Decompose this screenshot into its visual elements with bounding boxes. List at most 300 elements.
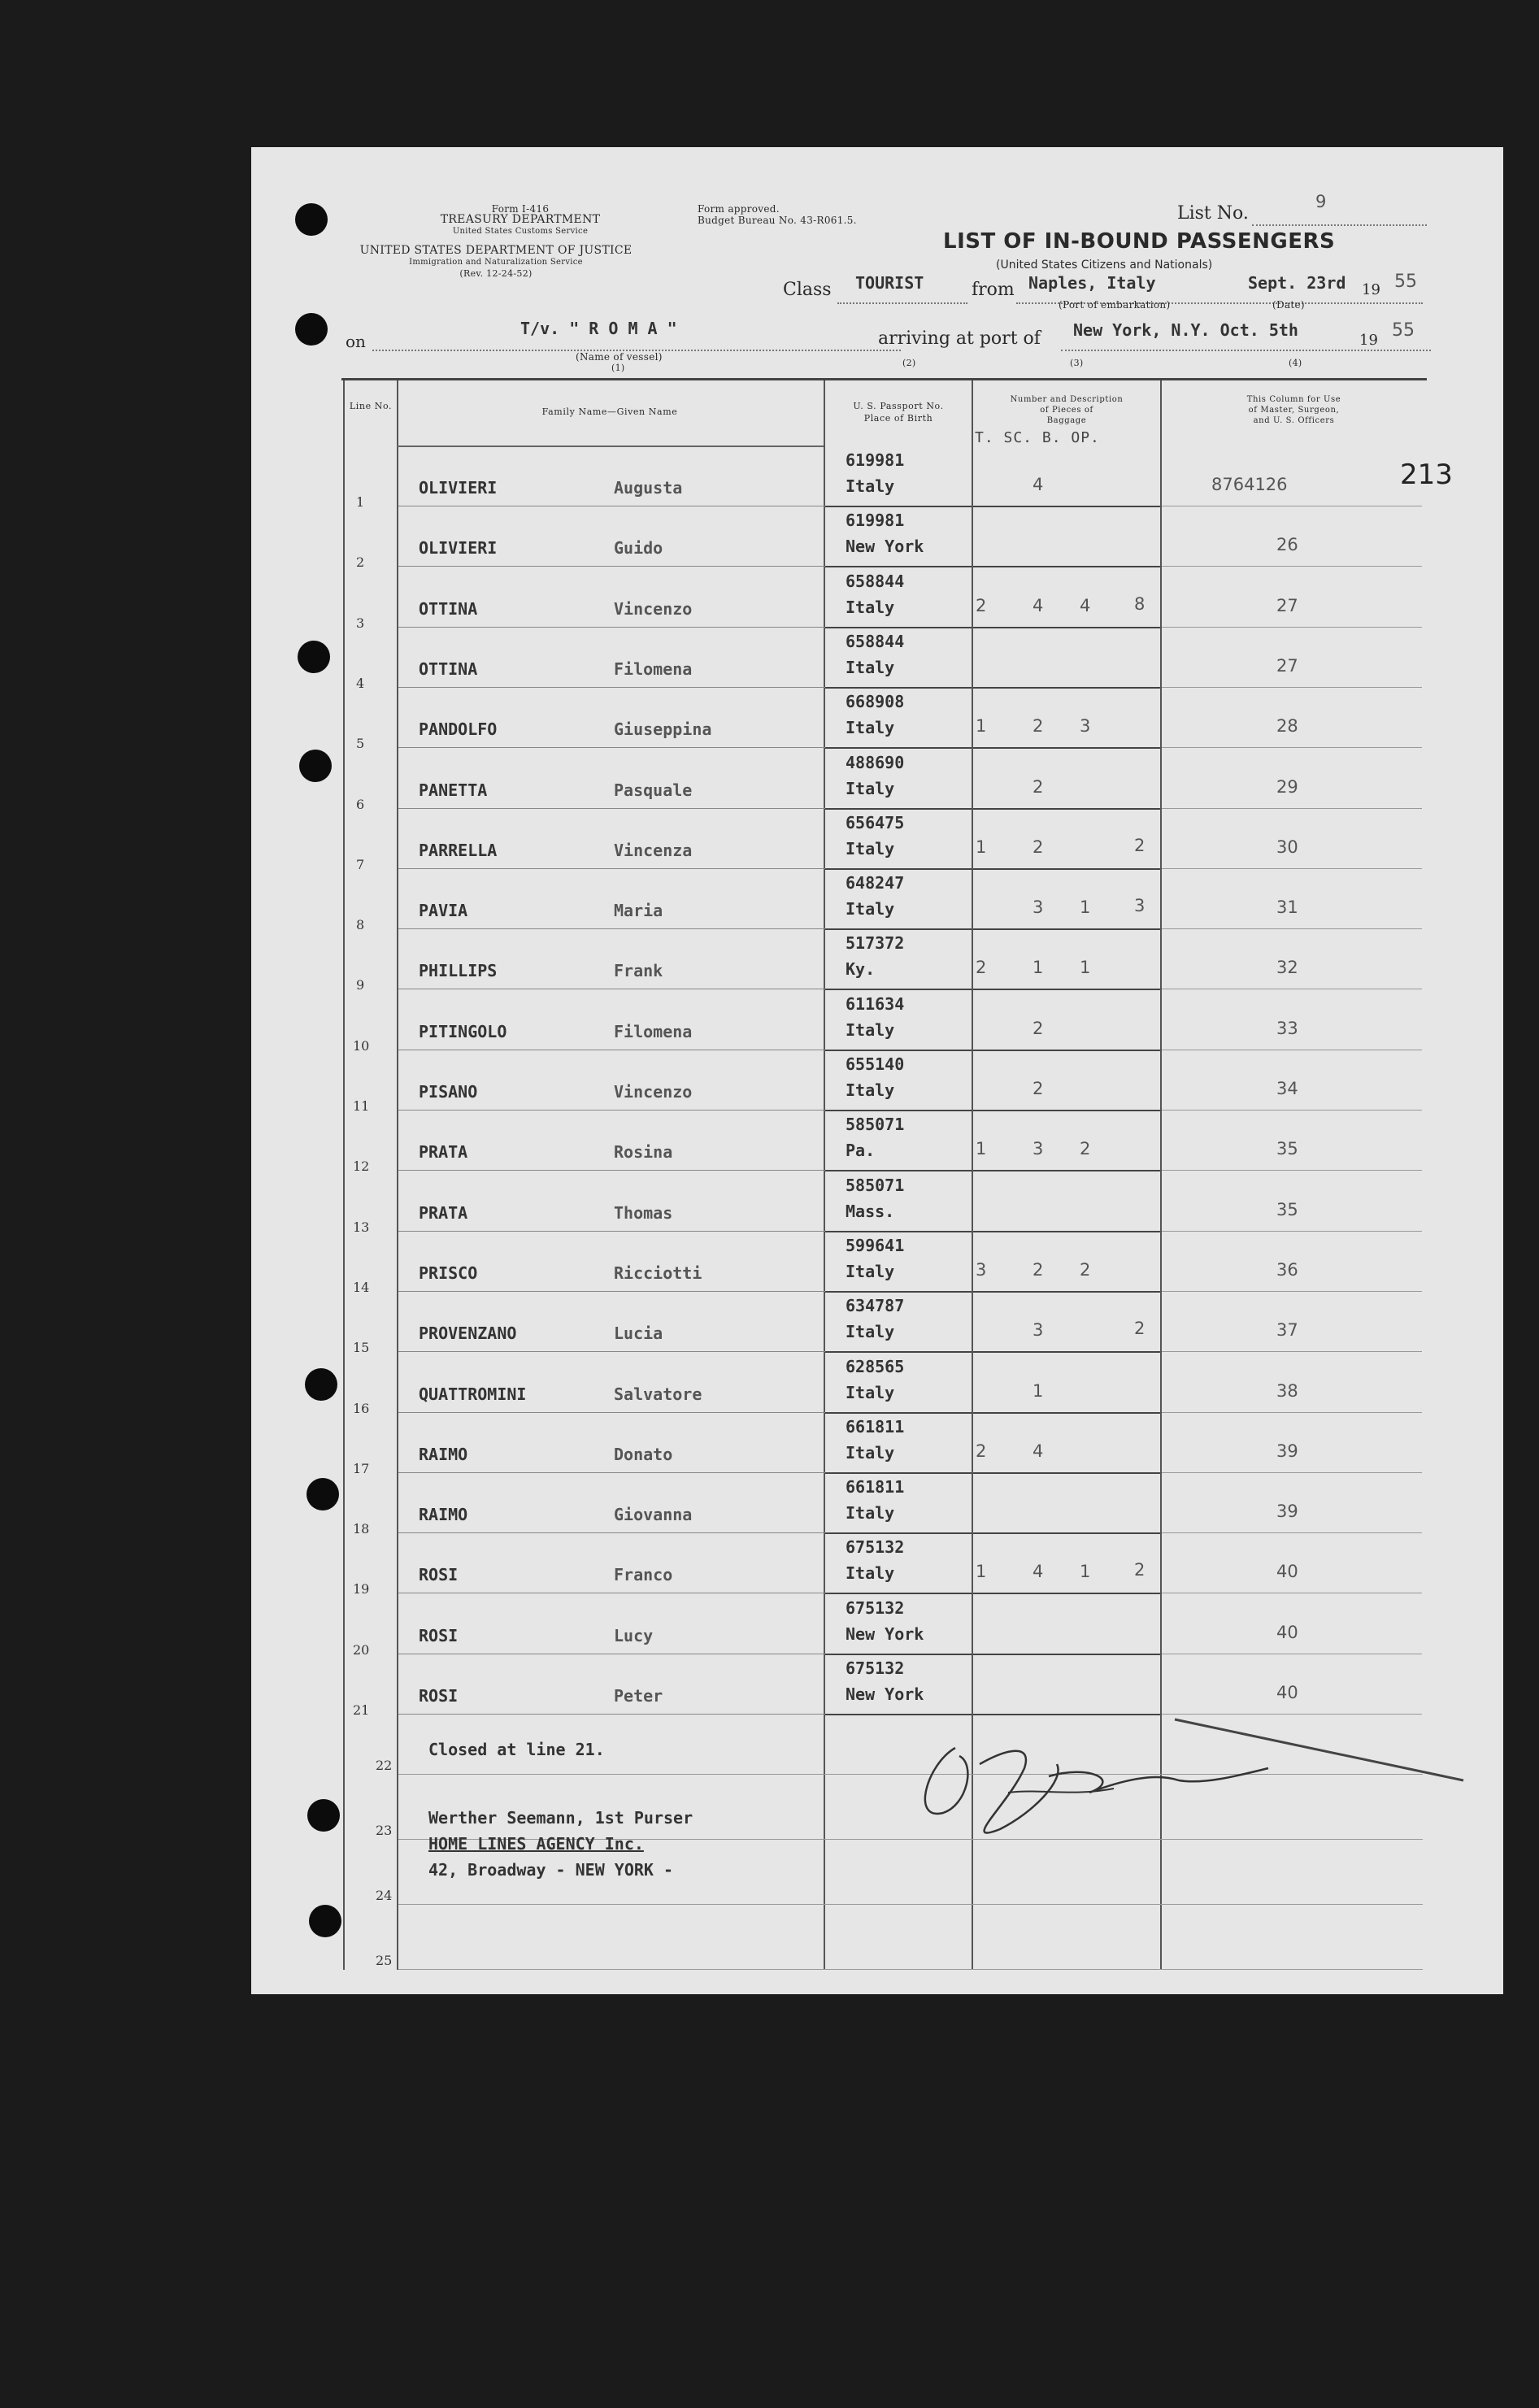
given-name: Rosina xyxy=(614,1142,673,1163)
row-rule xyxy=(825,687,972,689)
passport-number: 611634 xyxy=(846,993,905,1014)
given-name: Giuseppina xyxy=(614,719,712,740)
passport-number: 658844 xyxy=(846,571,905,591)
row-rule xyxy=(398,566,825,567)
officer-number: 31 xyxy=(1276,898,1298,918)
row-rule xyxy=(973,1291,1160,1293)
year-prefix-2: 19 xyxy=(1359,332,1378,349)
col-line-no: Line No. xyxy=(349,401,393,411)
line-number: 9 xyxy=(356,977,365,993)
row-rule xyxy=(825,1291,972,1293)
row-rule xyxy=(1162,566,1422,567)
row-rule xyxy=(973,506,1160,507)
bag-suitcases: 4 xyxy=(1033,1562,1044,1582)
line-number: 10 xyxy=(353,1037,370,1054)
row-rule xyxy=(973,1351,1160,1353)
row-rule xyxy=(973,1050,1160,1051)
given-name: Pasquale xyxy=(614,780,693,800)
bag-suitcases: 2 xyxy=(1033,837,1044,857)
family-name: PRATA xyxy=(419,1202,468,1223)
row-rule xyxy=(825,989,972,990)
family-name: PAVIA xyxy=(419,901,468,921)
bag-suitcases: 3 xyxy=(1033,1320,1044,1341)
bag-boxes: 1 xyxy=(1080,1562,1091,1582)
row-rule xyxy=(1162,1170,1422,1171)
row-rule xyxy=(973,1110,1160,1111)
from-label: from xyxy=(972,280,1015,300)
closed-note: Closed at line 21. xyxy=(428,1740,605,1759)
year-hand: 55 xyxy=(1394,272,1417,292)
row-rule xyxy=(398,747,825,748)
list-no-label: List No. xyxy=(1177,203,1249,224)
row-rule xyxy=(825,1170,972,1171)
line-number: 1 xyxy=(356,494,365,510)
bag-boxes: 1 xyxy=(1080,958,1091,978)
family-name: PRATA xyxy=(419,1142,468,1163)
family-name: OLIVIERI xyxy=(419,538,498,559)
row-rule xyxy=(398,1412,825,1413)
table-top-rule xyxy=(341,378,1427,380)
line-number: 13 xyxy=(353,1219,370,1235)
row-rule xyxy=(1162,1351,1422,1352)
embarkation-date: Sept. 23rd xyxy=(1248,273,1346,293)
row-rule xyxy=(825,1050,972,1051)
row-rule xyxy=(973,1412,1160,1414)
line-number: 6 xyxy=(356,796,365,812)
row-rule xyxy=(398,868,825,869)
agency-name: HOME LINES AGENCY Inc. xyxy=(428,1834,644,1854)
row-rule xyxy=(1162,1472,1422,1473)
birth-place: Italy xyxy=(846,1322,895,1342)
class-value: TOURIST xyxy=(855,273,924,293)
budget-bureau: Budget Bureau No. 43-R061.5. xyxy=(698,215,857,226)
row-rule xyxy=(398,687,825,688)
given-name: Peter xyxy=(614,1686,663,1706)
line-number: 5 xyxy=(356,736,365,752)
col-index-2: (2) xyxy=(902,358,916,368)
line-number: 16 xyxy=(353,1400,370,1416)
birth-place: Italy xyxy=(846,778,895,798)
bag-trunks: 2 xyxy=(976,1441,987,1461)
row-rule xyxy=(1162,1412,1422,1413)
row-rule xyxy=(398,1170,825,1171)
list-no-line xyxy=(1252,224,1427,226)
bag-boxes: 3 xyxy=(1080,716,1091,737)
officer-number: 33 xyxy=(1276,1018,1298,1038)
punch-hole xyxy=(298,641,330,673)
bag-trunks: 1 xyxy=(976,1562,987,1582)
line-number: 3 xyxy=(356,615,365,631)
bag-trunks: 1 xyxy=(976,837,987,857)
bag-suitcases: 4 xyxy=(1033,475,1044,494)
bag-suitcases: 3 xyxy=(1033,898,1044,918)
row-rule xyxy=(825,1532,972,1534)
row-rule xyxy=(825,1231,972,1232)
given-name: Franco xyxy=(614,1565,673,1585)
closing-strike-line xyxy=(1171,1715,1472,1789)
col-officers-1: This Column for Use xyxy=(1246,395,1341,404)
col-baggage-1: Number and Description xyxy=(1010,395,1124,404)
birth-place: Italy xyxy=(846,1261,895,1281)
given-name: Filomena xyxy=(614,1021,693,1041)
col-name: Family Name—Given Name xyxy=(541,406,678,417)
officer-number: 8764126 xyxy=(1211,475,1288,494)
passport-number: 634787 xyxy=(846,1296,905,1316)
family-name: PANDOLFO xyxy=(419,719,498,740)
customs-service: United States Customs Service xyxy=(452,227,589,236)
col-passport-2: Place of Birth xyxy=(863,413,933,424)
form-approved: Form approved. xyxy=(698,203,780,215)
bag-suitcases: 3 xyxy=(1033,1139,1044,1159)
vessel-note: (Name of vessel) xyxy=(576,351,663,363)
row-rule xyxy=(973,928,1160,930)
class-line xyxy=(837,302,967,304)
row-rule xyxy=(825,928,972,930)
row-rule xyxy=(398,1969,1423,1970)
row-rule xyxy=(1162,868,1422,869)
row-rule xyxy=(973,1532,1160,1534)
passport-number: 585071 xyxy=(846,1175,905,1195)
given-name: Salvatore xyxy=(614,1384,702,1404)
family-name: PITINGOLO xyxy=(419,1021,507,1041)
bag-trunks: 1 xyxy=(976,1139,987,1159)
bag-other: 2 xyxy=(1134,1319,1146,1339)
row-rule xyxy=(398,1714,825,1715)
passport-number: 628565 xyxy=(846,1356,905,1376)
bag-suitcases: 4 xyxy=(1033,595,1044,615)
row-rule xyxy=(973,808,1160,810)
given-name: Vincenzo xyxy=(614,598,693,619)
birth-place: Pa. xyxy=(846,1141,876,1161)
arriving-label: arriving at port of xyxy=(878,328,1041,349)
col-index-3: (3) xyxy=(1070,358,1084,368)
officer-number: 27 xyxy=(1276,655,1298,676)
col-rule xyxy=(824,380,825,1970)
passport-number: 658844 xyxy=(846,631,905,651)
row-rule xyxy=(1162,808,1422,809)
birth-place: Italy xyxy=(846,657,895,677)
bag-suitcases: 4 xyxy=(1033,1441,1044,1461)
birth-place: Italy xyxy=(846,1019,895,1040)
col-officers-3: and U. S. Officers xyxy=(1253,416,1335,425)
birth-place: Italy xyxy=(846,597,895,617)
row-rule xyxy=(825,566,972,567)
row-rule xyxy=(1162,1291,1422,1292)
family-name: OLIVIERI xyxy=(419,478,498,498)
birth-place: Italy xyxy=(846,899,895,919)
passport-number: 585071 xyxy=(846,1115,905,1135)
line-number: 17 xyxy=(353,1460,370,1476)
officer-number: 40 xyxy=(1276,1562,1298,1582)
birth-place: Italy xyxy=(846,1563,895,1584)
row-rule xyxy=(973,627,1160,628)
officer-number: 40 xyxy=(1276,1622,1298,1642)
birth-place: New York xyxy=(846,1623,924,1644)
given-name: Lucia xyxy=(614,1324,663,1344)
header-rule xyxy=(397,446,824,447)
passport-number: 668908 xyxy=(846,692,905,712)
row-rule xyxy=(973,1654,1160,1655)
family-name: ROSI xyxy=(419,1625,459,1645)
family-name: OTTINA xyxy=(419,659,478,679)
row-rule xyxy=(825,1412,972,1414)
given-name: Augusta xyxy=(614,478,683,498)
punch-hole xyxy=(295,203,328,236)
punch-hole xyxy=(305,1368,337,1401)
year-prefix: 19 xyxy=(1362,281,1380,298)
row-rule xyxy=(973,687,1160,689)
justice-dept: UNITED STATES DEPARTMENT OF JUSTICE xyxy=(359,244,633,257)
bag-trunks: 2 xyxy=(976,595,987,615)
col-officers-2: of Master, Surgeon, xyxy=(1248,406,1340,415)
punch-hole xyxy=(299,750,332,782)
row-rule xyxy=(398,1532,825,1533)
birth-place: New York xyxy=(846,1684,924,1704)
given-name: Vincenza xyxy=(614,840,693,860)
row-rule xyxy=(973,1472,1160,1474)
birth-place: Italy xyxy=(846,476,895,496)
punch-hole xyxy=(306,1478,339,1510)
immigration-service: Immigration and Naturalization Service xyxy=(409,258,583,267)
bag-suitcases: 2 xyxy=(1033,776,1044,797)
given-name: Lucy xyxy=(614,1625,654,1645)
row-rule xyxy=(973,1593,1160,1594)
row-rule xyxy=(825,506,972,507)
given-name: Filomena xyxy=(614,659,693,679)
col-index-4: (4) xyxy=(1289,358,1302,368)
row-rule xyxy=(1162,1110,1422,1111)
embark-note: (Port of embarkation) xyxy=(1059,299,1171,311)
passport-number: 648247 xyxy=(846,873,905,893)
form-number: Form I-416 xyxy=(491,203,550,215)
row-rule xyxy=(825,1714,972,1715)
birth-place: Italy xyxy=(846,1382,895,1402)
year-hand-2: 55 xyxy=(1392,320,1415,341)
officer-number: 37 xyxy=(1276,1320,1298,1341)
line-number: 19 xyxy=(353,1581,370,1597)
family-name: PROVENZANO xyxy=(419,1324,517,1344)
officer-number: 35 xyxy=(1276,1139,1298,1159)
row-rule xyxy=(825,1654,972,1655)
passport-number: 517372 xyxy=(846,933,905,954)
birth-place: Italy xyxy=(846,1080,895,1100)
col-rule xyxy=(343,380,345,1970)
family-name: ROSI xyxy=(419,1686,459,1706)
line-number: 18 xyxy=(353,1521,370,1537)
row-rule xyxy=(1162,747,1422,748)
line-number: 21 xyxy=(353,1702,370,1718)
col-passport-1: U. S. Passport No. xyxy=(853,401,944,411)
line-number: 23 xyxy=(376,1823,393,1839)
line-number: 12 xyxy=(353,1158,370,1175)
officer-number: 40 xyxy=(1276,1683,1298,1702)
bag-other: 8 xyxy=(1134,593,1146,614)
bag-suitcases: 2 xyxy=(1033,1259,1044,1280)
family-name: PISANO xyxy=(419,1082,478,1102)
col-baggage-types: T. SC. B. OP. xyxy=(975,429,1100,446)
officer-number: 39 xyxy=(1276,1502,1298,1522)
vessel-name: T/v. " R O M A " xyxy=(520,319,677,338)
row-rule xyxy=(398,1291,825,1292)
birth-place: Ky. xyxy=(846,959,876,980)
line-number: 24 xyxy=(376,1888,393,1904)
bag-trunks: 3 xyxy=(976,1259,987,1280)
side-number: 213 xyxy=(1400,459,1453,491)
given-name: Thomas xyxy=(614,1202,673,1223)
row-rule xyxy=(1162,1231,1422,1232)
passport-number: 675132 xyxy=(846,1658,905,1678)
birth-place: Italy xyxy=(846,1503,895,1523)
given-name: Vincenzo xyxy=(614,1082,693,1102)
punch-hole xyxy=(307,1799,340,1832)
passport-number: 655140 xyxy=(846,1054,905,1074)
page-subtitle: (United States Citizens and Nationals) xyxy=(996,259,1213,272)
row-rule xyxy=(973,747,1160,749)
agency-address: 42, Broadway - NEW YORK - xyxy=(428,1860,674,1880)
passport-number: 661811 xyxy=(846,1477,905,1497)
row-rule xyxy=(1162,1532,1422,1533)
officer-number: 26 xyxy=(1276,535,1298,555)
row-rule xyxy=(973,1170,1160,1171)
birth-place: Italy xyxy=(846,1442,895,1463)
row-rule xyxy=(825,868,972,870)
officer-number: 29 xyxy=(1276,776,1298,797)
bag-trunks: 2 xyxy=(976,958,987,978)
line-number: 2 xyxy=(356,554,365,571)
line-number: 25 xyxy=(376,1953,393,1969)
row-rule xyxy=(825,1593,972,1594)
row-rule xyxy=(398,627,825,628)
bag-other: 2 xyxy=(1134,835,1146,855)
row-rule xyxy=(1162,687,1422,688)
row-rule xyxy=(973,1231,1160,1232)
line-number: 8 xyxy=(356,917,365,933)
family-name: PARRELLA xyxy=(419,840,498,860)
bag-suitcases: 2 xyxy=(1033,1018,1044,1038)
birth-place: New York xyxy=(846,537,924,557)
row-rule xyxy=(973,1714,1160,1715)
bag-suitcases: 2 xyxy=(1033,1079,1044,1098)
row-rule xyxy=(398,1904,1423,1905)
arrival-port: New York, N.Y. Oct. 5th xyxy=(1073,320,1298,340)
row-rule xyxy=(825,808,972,810)
passport-number: 619981 xyxy=(846,511,905,531)
embarkation-port: Naples, Italy xyxy=(1028,273,1156,293)
officer-number: 27 xyxy=(1276,595,1298,615)
bag-suitcases: 1 xyxy=(1033,958,1044,978)
family-name: ROSI xyxy=(419,1565,459,1585)
col-baggage-3: Baggage xyxy=(1046,416,1087,425)
bag-trunks: 1 xyxy=(976,716,987,737)
page-title: LIST OF IN-BOUND PASSENGERS xyxy=(943,229,1336,254)
row-rule xyxy=(398,808,825,809)
officer-number: 30 xyxy=(1276,837,1298,857)
passport-number: 599641 xyxy=(846,1235,905,1255)
punch-hole xyxy=(295,313,328,346)
row-rule xyxy=(398,1351,825,1352)
family-name: PRISCO xyxy=(419,1263,478,1283)
officer-number: 38 xyxy=(1276,1380,1298,1401)
passport-number: 675132 xyxy=(846,1537,905,1558)
row-rule xyxy=(1162,1714,1422,1715)
birth-place: Mass. xyxy=(846,1201,895,1221)
on-label: on xyxy=(346,332,366,351)
row-rule xyxy=(825,627,972,628)
officer-number: 35 xyxy=(1276,1199,1298,1219)
family-name: QUATTROMINI xyxy=(419,1384,527,1404)
officer-number: 39 xyxy=(1276,1441,1298,1461)
given-name: Giovanna xyxy=(614,1505,693,1525)
birth-place: Italy xyxy=(846,838,895,858)
row-rule xyxy=(825,1351,972,1353)
date-note: (Date) xyxy=(1272,299,1305,311)
bag-boxes: 4 xyxy=(1080,595,1091,615)
col-rule xyxy=(397,380,398,1970)
bag-other: 2 xyxy=(1134,1560,1146,1580)
row-rule xyxy=(1162,627,1422,628)
list-no-value: 9 xyxy=(1315,192,1327,211)
row-rule xyxy=(973,868,1160,870)
passport-number: 619981 xyxy=(846,450,905,470)
col-baggage-2: of Pieces of xyxy=(1040,406,1093,415)
line-number: 14 xyxy=(353,1279,370,1295)
given-name: Guido xyxy=(614,538,663,559)
bag-suitcases: 1 xyxy=(1033,1380,1044,1401)
given-name: Frank xyxy=(614,961,663,981)
purser-name: Werther Seemann, 1st Purser xyxy=(428,1808,693,1828)
passport-number: 675132 xyxy=(846,1597,905,1618)
line-number: 20 xyxy=(353,1641,370,1658)
arrival-line xyxy=(1061,350,1431,351)
passport-number: 656475 xyxy=(846,812,905,832)
line-number: 15 xyxy=(353,1340,370,1356)
birth-place: Italy xyxy=(846,718,895,738)
passport-number: 661811 xyxy=(846,1416,905,1437)
row-rule xyxy=(398,1110,825,1111)
bag-suitcases: 2 xyxy=(1033,716,1044,737)
row-rule xyxy=(398,1472,825,1473)
col-index-1: (1) xyxy=(611,363,625,373)
line-number: 4 xyxy=(356,675,365,691)
family-name: RAIMO xyxy=(419,1505,468,1525)
officer-number: 34 xyxy=(1276,1079,1298,1098)
line-number: 7 xyxy=(356,856,365,872)
family-name: OTTINA xyxy=(419,598,478,619)
bag-boxes: 2 xyxy=(1080,1259,1091,1280)
row-rule xyxy=(398,1231,825,1232)
officer-number: 28 xyxy=(1276,716,1298,737)
row-rule xyxy=(398,928,825,929)
row-rule xyxy=(825,747,972,749)
class-label: Class xyxy=(783,280,832,300)
given-name: Maria xyxy=(614,901,663,921)
row-rule xyxy=(825,1472,972,1474)
punch-hole xyxy=(309,1905,341,1937)
revision-date: (Rev. 12-24-52) xyxy=(459,268,533,279)
row-rule xyxy=(825,1110,972,1111)
family-name: RAIMO xyxy=(419,1444,468,1464)
officer-number: 36 xyxy=(1276,1259,1298,1280)
passport-number: 488690 xyxy=(846,752,905,772)
bag-boxes: 1 xyxy=(1080,898,1091,918)
line-number: 11 xyxy=(353,1098,370,1114)
bag-boxes: 2 xyxy=(1080,1139,1091,1159)
given-name: Donato xyxy=(614,1444,673,1464)
line-number: 22 xyxy=(376,1758,393,1774)
officer-number: 32 xyxy=(1276,958,1298,978)
row-rule xyxy=(973,989,1160,990)
row-rule xyxy=(973,566,1160,567)
